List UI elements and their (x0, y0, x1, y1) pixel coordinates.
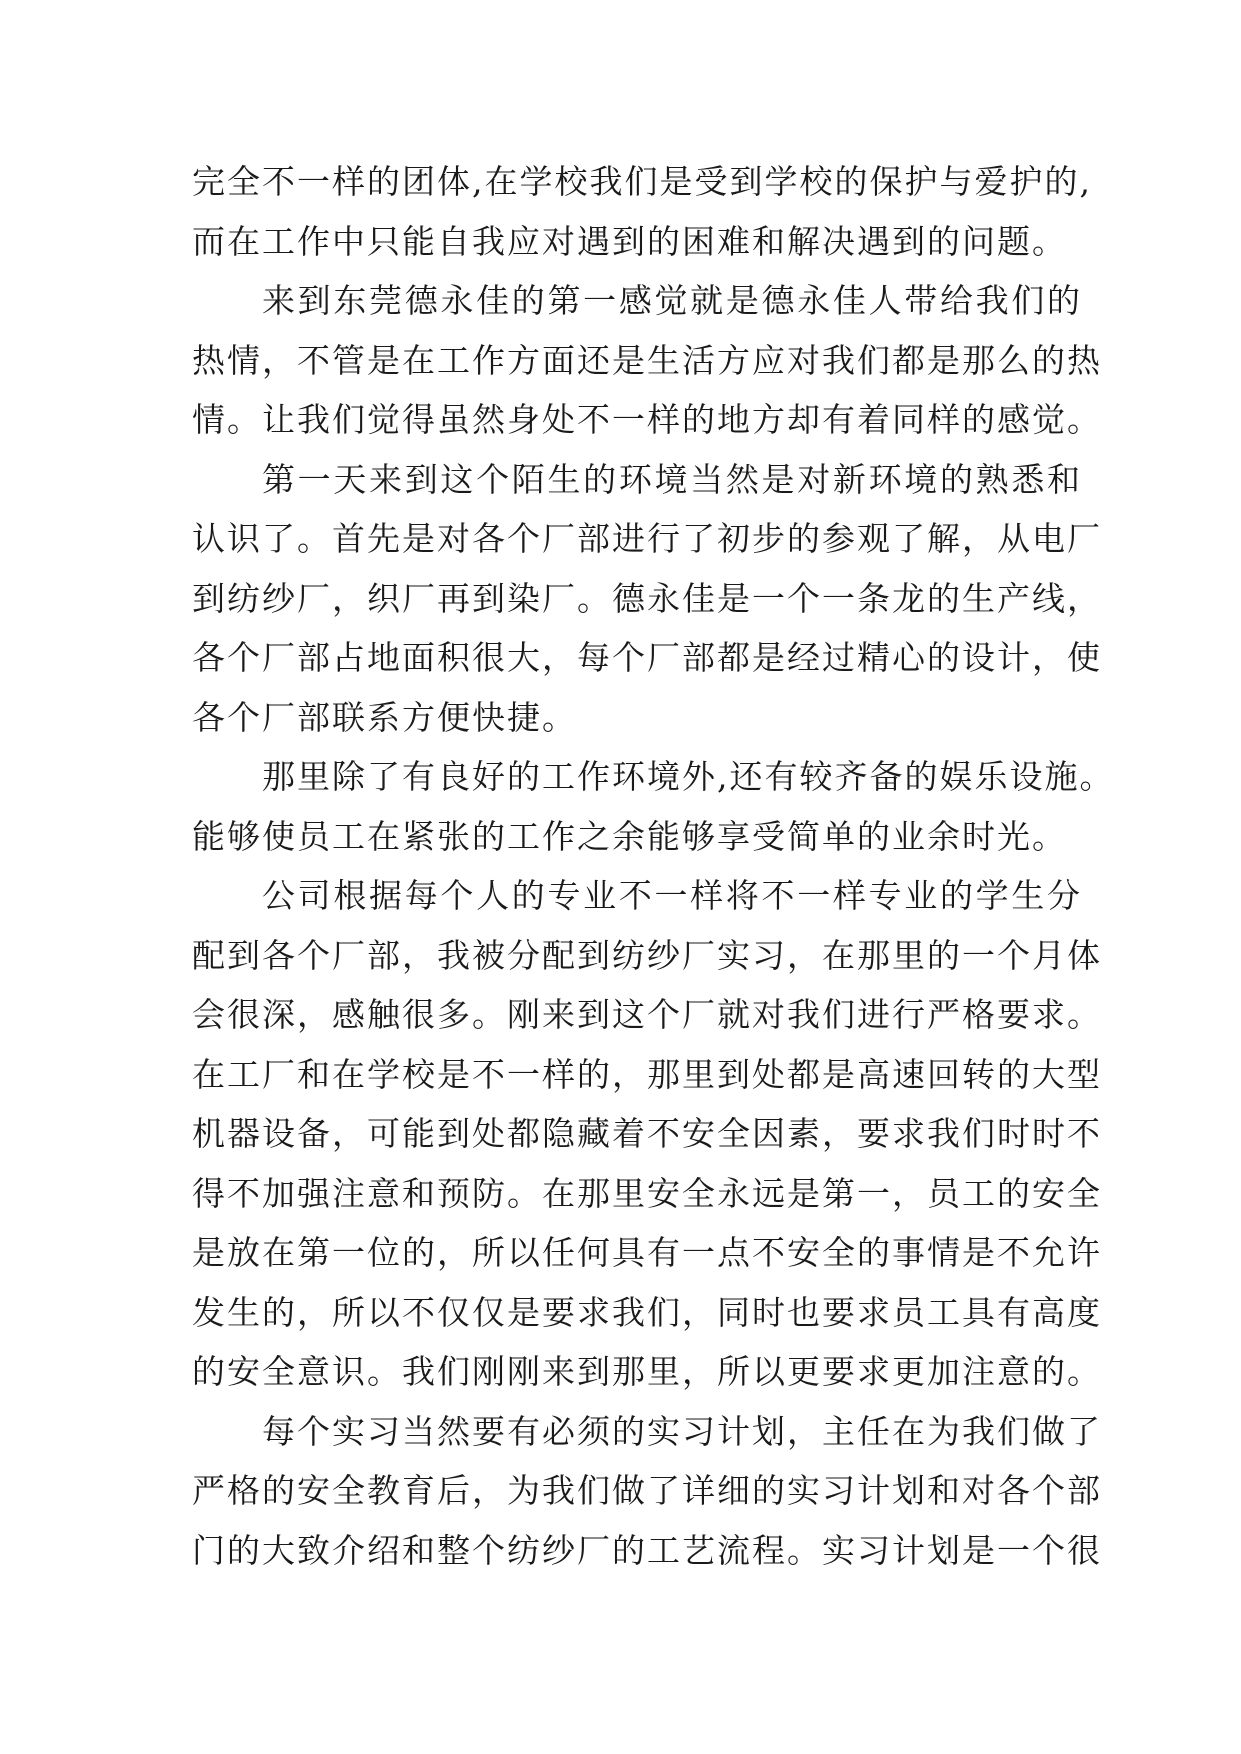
text-line: 会很深，感触很多。刚来到这个厂就对我们进行严格要求。 (192, 995, 1102, 1034)
text-line: 是放在第一位的，所以任何具有一点不安全的事情是不允许 (192, 1233, 1102, 1272)
text-line: 各个厂部占地面积很大，每个厂部都是经过精心的设计，使 (192, 638, 1102, 677)
text-line: 配到各个厂部，我被分配到纺纱厂实习，在那里的一个月体 (192, 935, 1102, 975)
text-line: 来到东莞德永佳的第一感觉就是德永佳人带给我们的 (262, 281, 1082, 320)
text-line: 各个厂部联系方便快捷。 (192, 697, 577, 737)
body-text (192, 152, 1115, 1580)
text-line: 得不加强注意和预防。在那里安全永远是第一，员工的安全 (192, 1173, 1102, 1213)
text-line: 情。让我们觉得虽然身处不一样的地方却有着同样的感觉。 (192, 400, 1102, 439)
text-line: 门的大致介绍和整个纺纱厂的工艺流程。实习计划是一个很 (192, 1530, 1102, 1570)
text-line: 在工厂和在学校是不一样的，那里到处都是高速回转的大型 (192, 1054, 1102, 1094)
text-line: 热情，不管是在工作方面还是生活方应对我们都是那么的热 (192, 340, 1102, 380)
text-line: 严格的安全教育后，为我们做了详细的实习计划和对各个部 (192, 1471, 1102, 1510)
text-line: 完全不一样的团体,在学校我们是受到学校的保护与爱护的, (192, 162, 1092, 201)
text-line: 机器设备，可能到处都隐藏着不安全因素，要求我们时时不 (192, 1114, 1102, 1153)
text-line: 能够使员工在紧张的工作之余能够享受简单的业余时光。 (192, 816, 1067, 856)
text-line: 认识了。首先是对各个厂部进行了初步的参观了解，从电厂 (192, 519, 1102, 558)
text-line: 的安全意识。我们刚刚来到那里，所以更要求更加注意的。 (192, 1352, 1102, 1391)
text-line: 第一天来到这个陌生的环境当然是对新环境的熟悉和 (262, 459, 1082, 499)
text-line: 每个实习当然要有必须的实习计划，主任在为我们做了 (262, 1411, 1102, 1451)
text-line: 而在工作中只能自我应对遇到的困难和解决遇到的问题。 (192, 221, 1067, 261)
text-line: 那里除了有良好的工作环境外,还有较齐备的娱乐设施。 (262, 757, 1115, 796)
text-line: 公司根据每个人的专业不一样将不一样专业的学生分 (262, 876, 1082, 915)
text-line: 发生的，所以不仅仅是要求我们，同时也要求员工具有高度 (192, 1292, 1102, 1332)
text-line: 到纺纱厂，织厂再到染厂。德永佳是一个一条龙的生产线， (192, 578, 1102, 618)
